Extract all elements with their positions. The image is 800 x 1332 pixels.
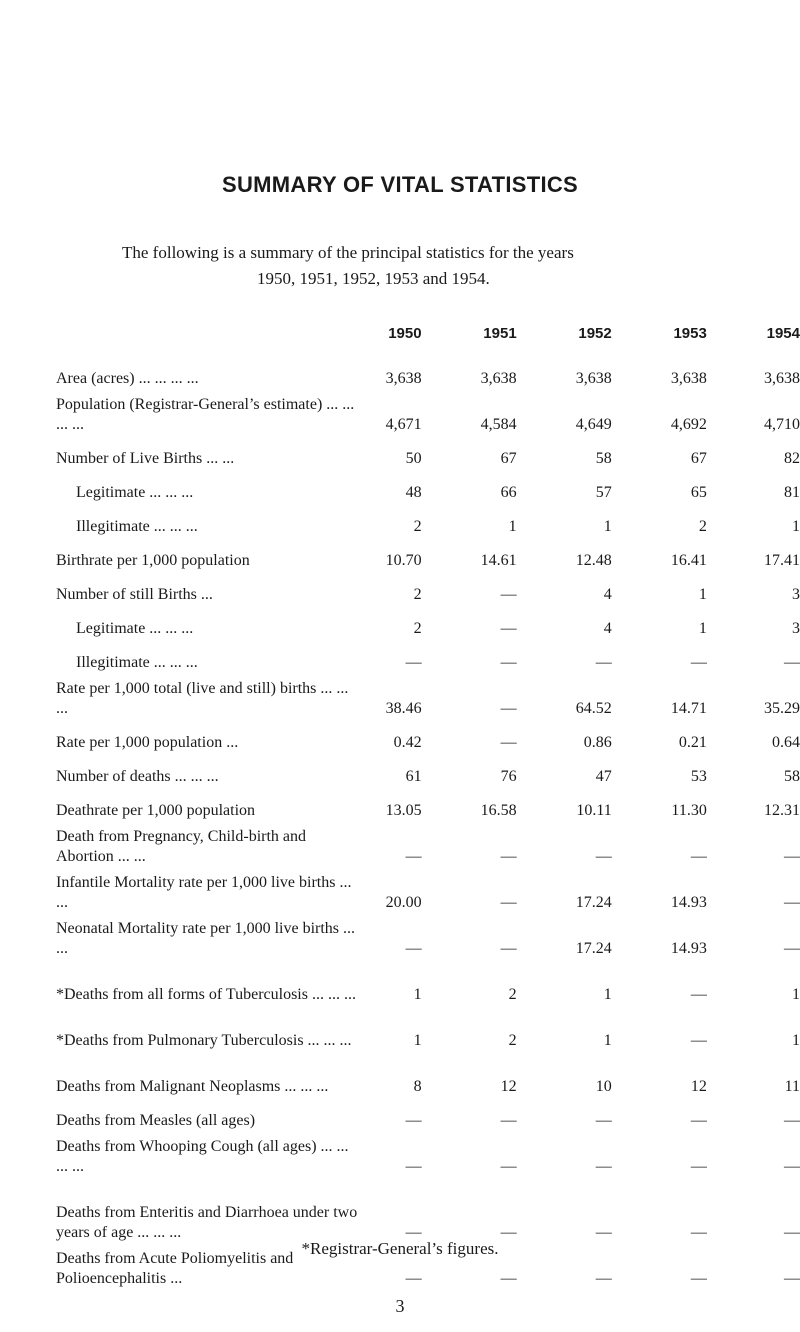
row-label: Death from Pregnancy, Child-birth and Abortion ... ... [56,828,307,865]
table-cell: 11 [784,1078,800,1095]
table-row [56,643,800,677]
table-cell: — [595,848,612,865]
row-label: Deaths from Whooping Cough (all ages) ... ... ... ... [56,1138,349,1175]
table-cell: — [690,1032,707,1049]
table-cell: — [784,940,800,957]
table-cell: 16.41 [670,552,707,569]
table-row [56,723,800,757]
table-cell: — [784,1224,800,1241]
table-cell: 38.46 [385,700,422,717]
table-cell: 1 [603,518,612,535]
table-cell: 0.64 [772,734,800,751]
table-cell: 64.52 [575,700,612,717]
table-cell: 57 [595,484,612,501]
row-label: Number of deaths ... ... ... [56,768,219,785]
row-label: Number of Live Births ... ... [56,450,235,467]
table-cell: 1 [603,1032,612,1049]
table-cell: 76 [500,768,517,785]
table-cell: 1 [792,986,800,1003]
table-row [56,963,800,1009]
table-cell: — [500,1270,517,1287]
table-body [56,359,800,1293]
table-cell: — [500,848,517,865]
table-cell: 3,638 [480,370,517,387]
table-row [56,677,800,723]
row-label: Legitimate ... ... ... [76,484,194,501]
table-row [56,609,800,643]
row-label: Number of still Births ... [56,586,213,603]
table-cell: — [784,1270,800,1287]
table-cell: 1 [698,586,707,603]
table-cell: 2 [508,986,517,1003]
table-cell: 2 [413,586,422,603]
table-row [56,1101,800,1135]
row-label: Birthrate per 1,000 population [56,552,250,569]
row-label: *Deaths from Pulmonary Tuberculosis ... ... ... [56,1032,352,1049]
table-cell: — [500,1224,517,1241]
table-row [56,473,800,507]
table-cell: 14.61 [480,552,517,569]
vital-statistics-table [56,325,800,1293]
table-row [56,1181,800,1247]
table-cell: 47 [595,768,612,785]
table-row [56,917,800,963]
table-cell: — [595,654,612,671]
table-cell: 1 [508,518,517,535]
table-cell: 3,638 [670,370,707,387]
table-cell: 17.24 [575,894,612,911]
table-cell: — [500,586,517,603]
row-label: Rate per 1,000 total (live and still) births ... ... ... [56,680,349,717]
row-label: Infantile Mortality rate per 1,000 live births ... ... [56,874,352,911]
page-title: SUMMARY OF VITAL STATISTICS [221,172,579,197]
year-header: 1951 [483,325,517,342]
table-cell: 14.93 [670,894,707,911]
table-cell: — [784,848,800,865]
table-cell: — [784,1158,800,1175]
year-header-row [56,325,800,359]
row-label: Deaths from Malignant Neoplasms ... ... ... [56,1078,329,1095]
table-cell: 3 [792,586,800,603]
table-cell: 67 [500,450,517,467]
table-cell: — [595,1270,612,1287]
table-row [56,359,800,393]
table-cell: 0.42 [393,734,422,751]
table-cell: — [500,1112,517,1129]
table-cell: 12.48 [575,552,612,569]
table-cell: 12 [500,1078,517,1095]
year-header: 1954 [766,325,800,342]
row-label: Neonatal Mortality rate per 1,000 live births ... ... [56,920,356,957]
table-cell: — [690,1270,707,1287]
table-cell: 4,671 [385,416,422,433]
table-cell: 17.41 [764,552,800,569]
table-cell: — [595,1112,612,1129]
table-cell: — [690,1112,707,1129]
table-cell: 13.05 [385,802,422,819]
table-cell: — [405,1270,422,1287]
table-cell: 81 [784,484,800,501]
table-cell: 11.30 [671,802,707,819]
row-label: Deaths from Enteritis and Diarrhoea under two years of age ... ... ... [56,1204,358,1241]
table-cell: — [690,986,707,1003]
table-cell: — [690,654,707,671]
table-cell: 82 [784,450,800,467]
row-label-header [56,325,363,359]
table-cell: 4,710 [764,416,800,433]
table-cell: — [690,1158,707,1175]
table-cell: — [405,654,422,671]
table-cell: — [500,1158,517,1175]
table-cell: — [784,654,800,671]
table-cell: 10.70 [385,552,422,569]
page-number: 3 [395,1296,405,1316]
table-cell: — [405,1112,422,1129]
table-cell: 16.58 [480,802,517,819]
table-cell: — [690,848,707,865]
table-cell: — [784,1112,800,1129]
row-label: Legitimate ... ... ... [76,620,194,637]
table-cell: 17.24 [575,940,612,957]
table-cell: 0.21 [678,734,707,751]
table-cell: 4 [603,586,612,603]
table-row [56,871,800,917]
year-header: 1950 [388,325,422,342]
table-row [56,393,800,439]
row-label: *Deaths from all forms of Tuberculosis ... ... ... [56,986,356,1003]
row-label: Population (Registrar-General’s estimate) ... ... ... ... [56,396,355,433]
table-row [56,825,800,871]
table-cell: 2 [413,518,422,535]
table-cell: 50 [405,450,422,467]
table-row [56,791,800,825]
table-cell: 4,649 [575,416,612,433]
table-cell: 14.71 [670,700,707,717]
row-label: Area (acres) ... ... ... ... [56,370,199,387]
table-cell: — [595,1158,612,1175]
table-cell: 4,692 [670,416,707,433]
table-cell: 0.86 [583,734,612,751]
table-cell: 2 [698,518,707,535]
table-cell: 65 [690,484,707,501]
row-label: Deathrate per 1,000 population [56,802,256,819]
table-row [56,1135,800,1181]
table-cell: 1 [698,620,707,637]
table-row [56,541,800,575]
table-cell: 58 [784,768,800,785]
table-cell: 10 [595,1078,612,1095]
table-cell: 3,638 [385,370,422,387]
table-row [56,757,800,791]
table-cell: — [405,848,422,865]
table-cell: — [784,894,800,911]
table-row [56,575,800,609]
table-cell: — [405,940,422,957]
table-cell: — [500,734,517,751]
table-cell: — [500,894,517,911]
table-row [56,1055,800,1101]
intro-line-2: 1950, 1951, 1952, 1953 and 1954. [257,269,490,288]
table-cell: — [405,1224,422,1241]
table-cell: 53 [690,768,707,785]
table-cell: 58 [595,450,612,467]
table-cell: 2 [413,620,422,637]
table-cell: 1 [413,986,422,1003]
table-cell: 3,638 [764,370,800,387]
row-label: Deaths from Measles (all ages) [56,1112,256,1129]
table-cell: 4 [603,620,612,637]
table-cell: — [595,1224,612,1241]
year-header: 1952 [578,325,612,342]
table-cell: 20.00 [385,894,422,911]
intro-line-1: The following is a summary of the principal statistics for the years [122,243,574,262]
table-cell: 1 [603,986,612,1003]
footnote: *Registrar-General’s figures. [301,1239,499,1258]
row-label: Rate per 1,000 population ... [56,734,239,751]
table-cell: 1 [792,1032,800,1049]
table-cell: 3 [792,620,800,637]
table-cell: — [500,620,517,637]
table-cell: 2 [508,1032,517,1049]
row-label: Deaths from Acute Poliomyelitis and Polioencephalitis ... [56,1250,294,1287]
table-row [56,507,800,541]
table-row [56,439,800,473]
table-cell: — [405,1158,422,1175]
table-cell: 66 [500,484,517,501]
table-cell: 1 [792,518,800,535]
table-cell: 14.93 [670,940,707,957]
table-cell: 35.29 [764,700,800,717]
table-cell: 10.11 [576,802,612,819]
table-row [56,1009,800,1055]
table-cell: 4,584 [480,416,517,433]
table-cell: 61 [405,768,422,785]
year-header: 1953 [673,325,707,342]
table-cell: — [500,700,517,717]
table-cell: — [500,654,517,671]
table-cell: 12.31 [764,802,800,819]
table-cell: — [690,1224,707,1241]
table-cell: 1 [413,1032,422,1049]
row-label: Illegitimate ... ... ... [76,654,198,671]
table-cell: — [500,940,517,957]
table-cell: 12 [690,1078,707,1095]
table-cell: 67 [690,450,707,467]
table-cell: 3,638 [575,370,612,387]
table-cell: 8 [413,1078,422,1095]
intro-paragraph [122,240,722,292]
row-label: Illegitimate ... ... ... [76,518,198,535]
table-cell: 48 [405,484,422,501]
